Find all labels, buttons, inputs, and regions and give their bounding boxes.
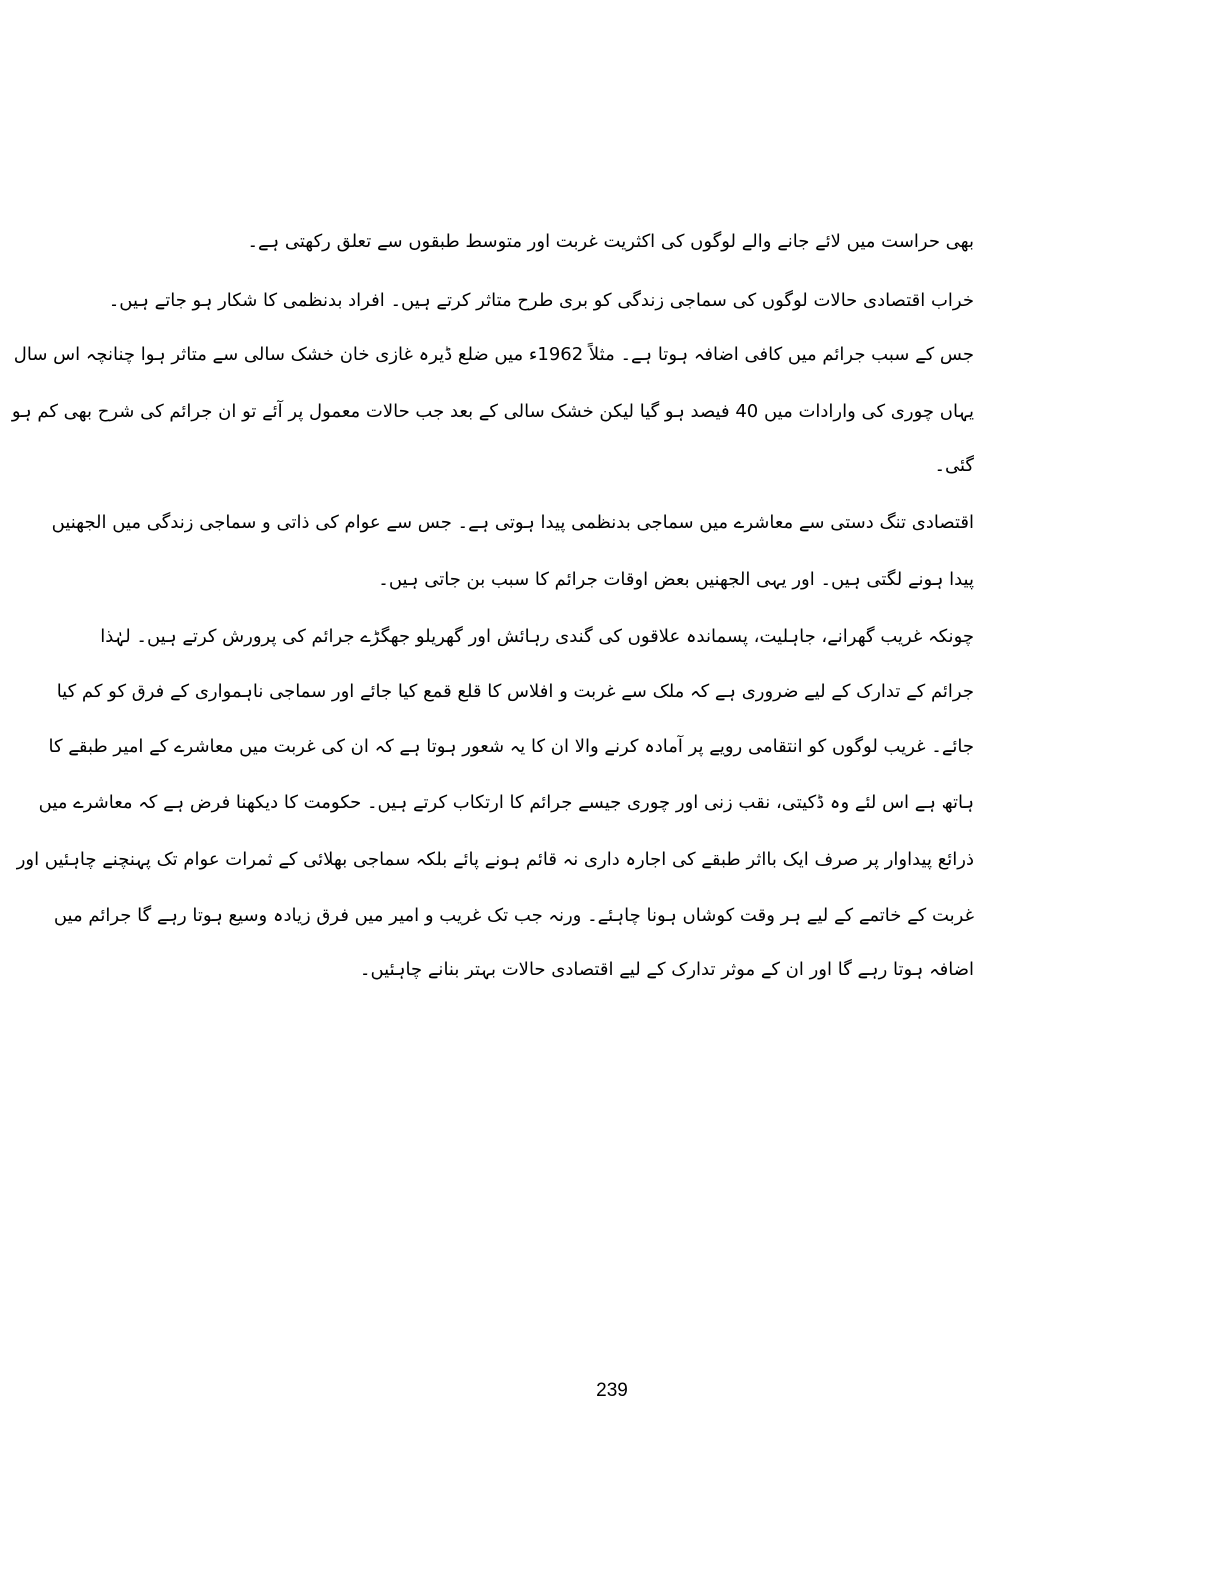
paragraph-start-line: چونکہ غریب گھرانے، جاہلیت، پسماندہ علاقوں کی گندی رہائش اور گھریلو جھگڑے جرائم کی پرورش کرتے ہیں۔ لہٰذا — [100, 626, 974, 647]
text-line: غربت کے خاتمے کے لیے ہر وقت کوشاں ہونا چاہئے۔ ورنہ جب تک غریب و امیر میں فرق زیادہ وسیع ہوتا رہے گا جرائم میں — [53, 905, 974, 926]
text-line: ذرائع پیداوار پر صرف ایک بااثر طبقے کی اجارہ داری نہ قائم ہونے پائے بلکہ سماجی بھلائی کے ثمرات عوام تک پہنچنے چاہئیں اور — [16, 849, 974, 870]
paragraph-start-line: اقتصادی تنگ دستی سے معاشرے میں سماجی بدنظمی پیدا ہوتی ہے۔ جس سے عوام کی ذاتی و سماجی زندگی میں الجھنیں — [51, 512, 974, 533]
text-line: یہاں چوری کی وارادات میں 40 فیصد ہو گیا لیکن خشک سالی کے بعد جب حالات معمول پر آئے تو ان جرائم کی شرح بھی کم ہو — [11, 401, 974, 422]
text-line: پیدا ہونے لگتی ہیں۔ اور یہی الجھنیں بعض اوقات جرائم کا سبب بن جاتی ہیں۔ — [378, 569, 974, 590]
text-line: گئی۔ — [934, 455, 974, 476]
paragraph-start-line: خراب اقتصادی حالات لوگوں کی سماجی زندگی کو بری طرح متاثر کرتے ہیں۔ افراد بدنظمی کا شکار ہو جاتے ہیں۔ — [108, 290, 974, 311]
text-line: بھی حراست میں لائے جانے والے لوگوں کی اکثریت غربت اور متوسط طبقوں سے تعلق رکھتی ہے۔ — [247, 231, 974, 252]
text-line: جائے۔ غریب لوگوں کو انتقامی رویے پر آمادہ کرنے والا ان کا یہ شعور ہوتا ہے کہ ان کی غربت میں معاشرے کے امیر طبقے کا — [48, 736, 974, 757]
text-line: جس کے سبب جرائم میں کافی اضافہ ہوتا ہے۔ مثلاً 1962ء میں ضلع ڈیرہ غازی خان خشک سالی سے متاثر ہوا چنانچہ اس سال — [13, 344, 974, 365]
text-line: ہاتھ ہے اس لئے وہ ڈکیتی، نقب زنی اور چوری جیسے جرائم کا ارتکاب کرتے ہیں۔ حکومت کا دیکھنا فرض ہے کہ معاشرے میں — [38, 792, 974, 813]
page-number: 239 — [596, 1380, 628, 1401]
text-line: اضافہ ہوتا رہے گا اور ان کے موثر تدارک کے لیے اقتصادی حالات بہتر بنانے چاہئیں۔ — [359, 959, 974, 980]
text-line: جرائم کے تدارک کے لیے ضروری ہے کہ ملک سے غربت و افلاس کا قلع قمع کیا جائے اور سماجی ناہمواری کے فرق کو کم کیا — [56, 681, 974, 702]
